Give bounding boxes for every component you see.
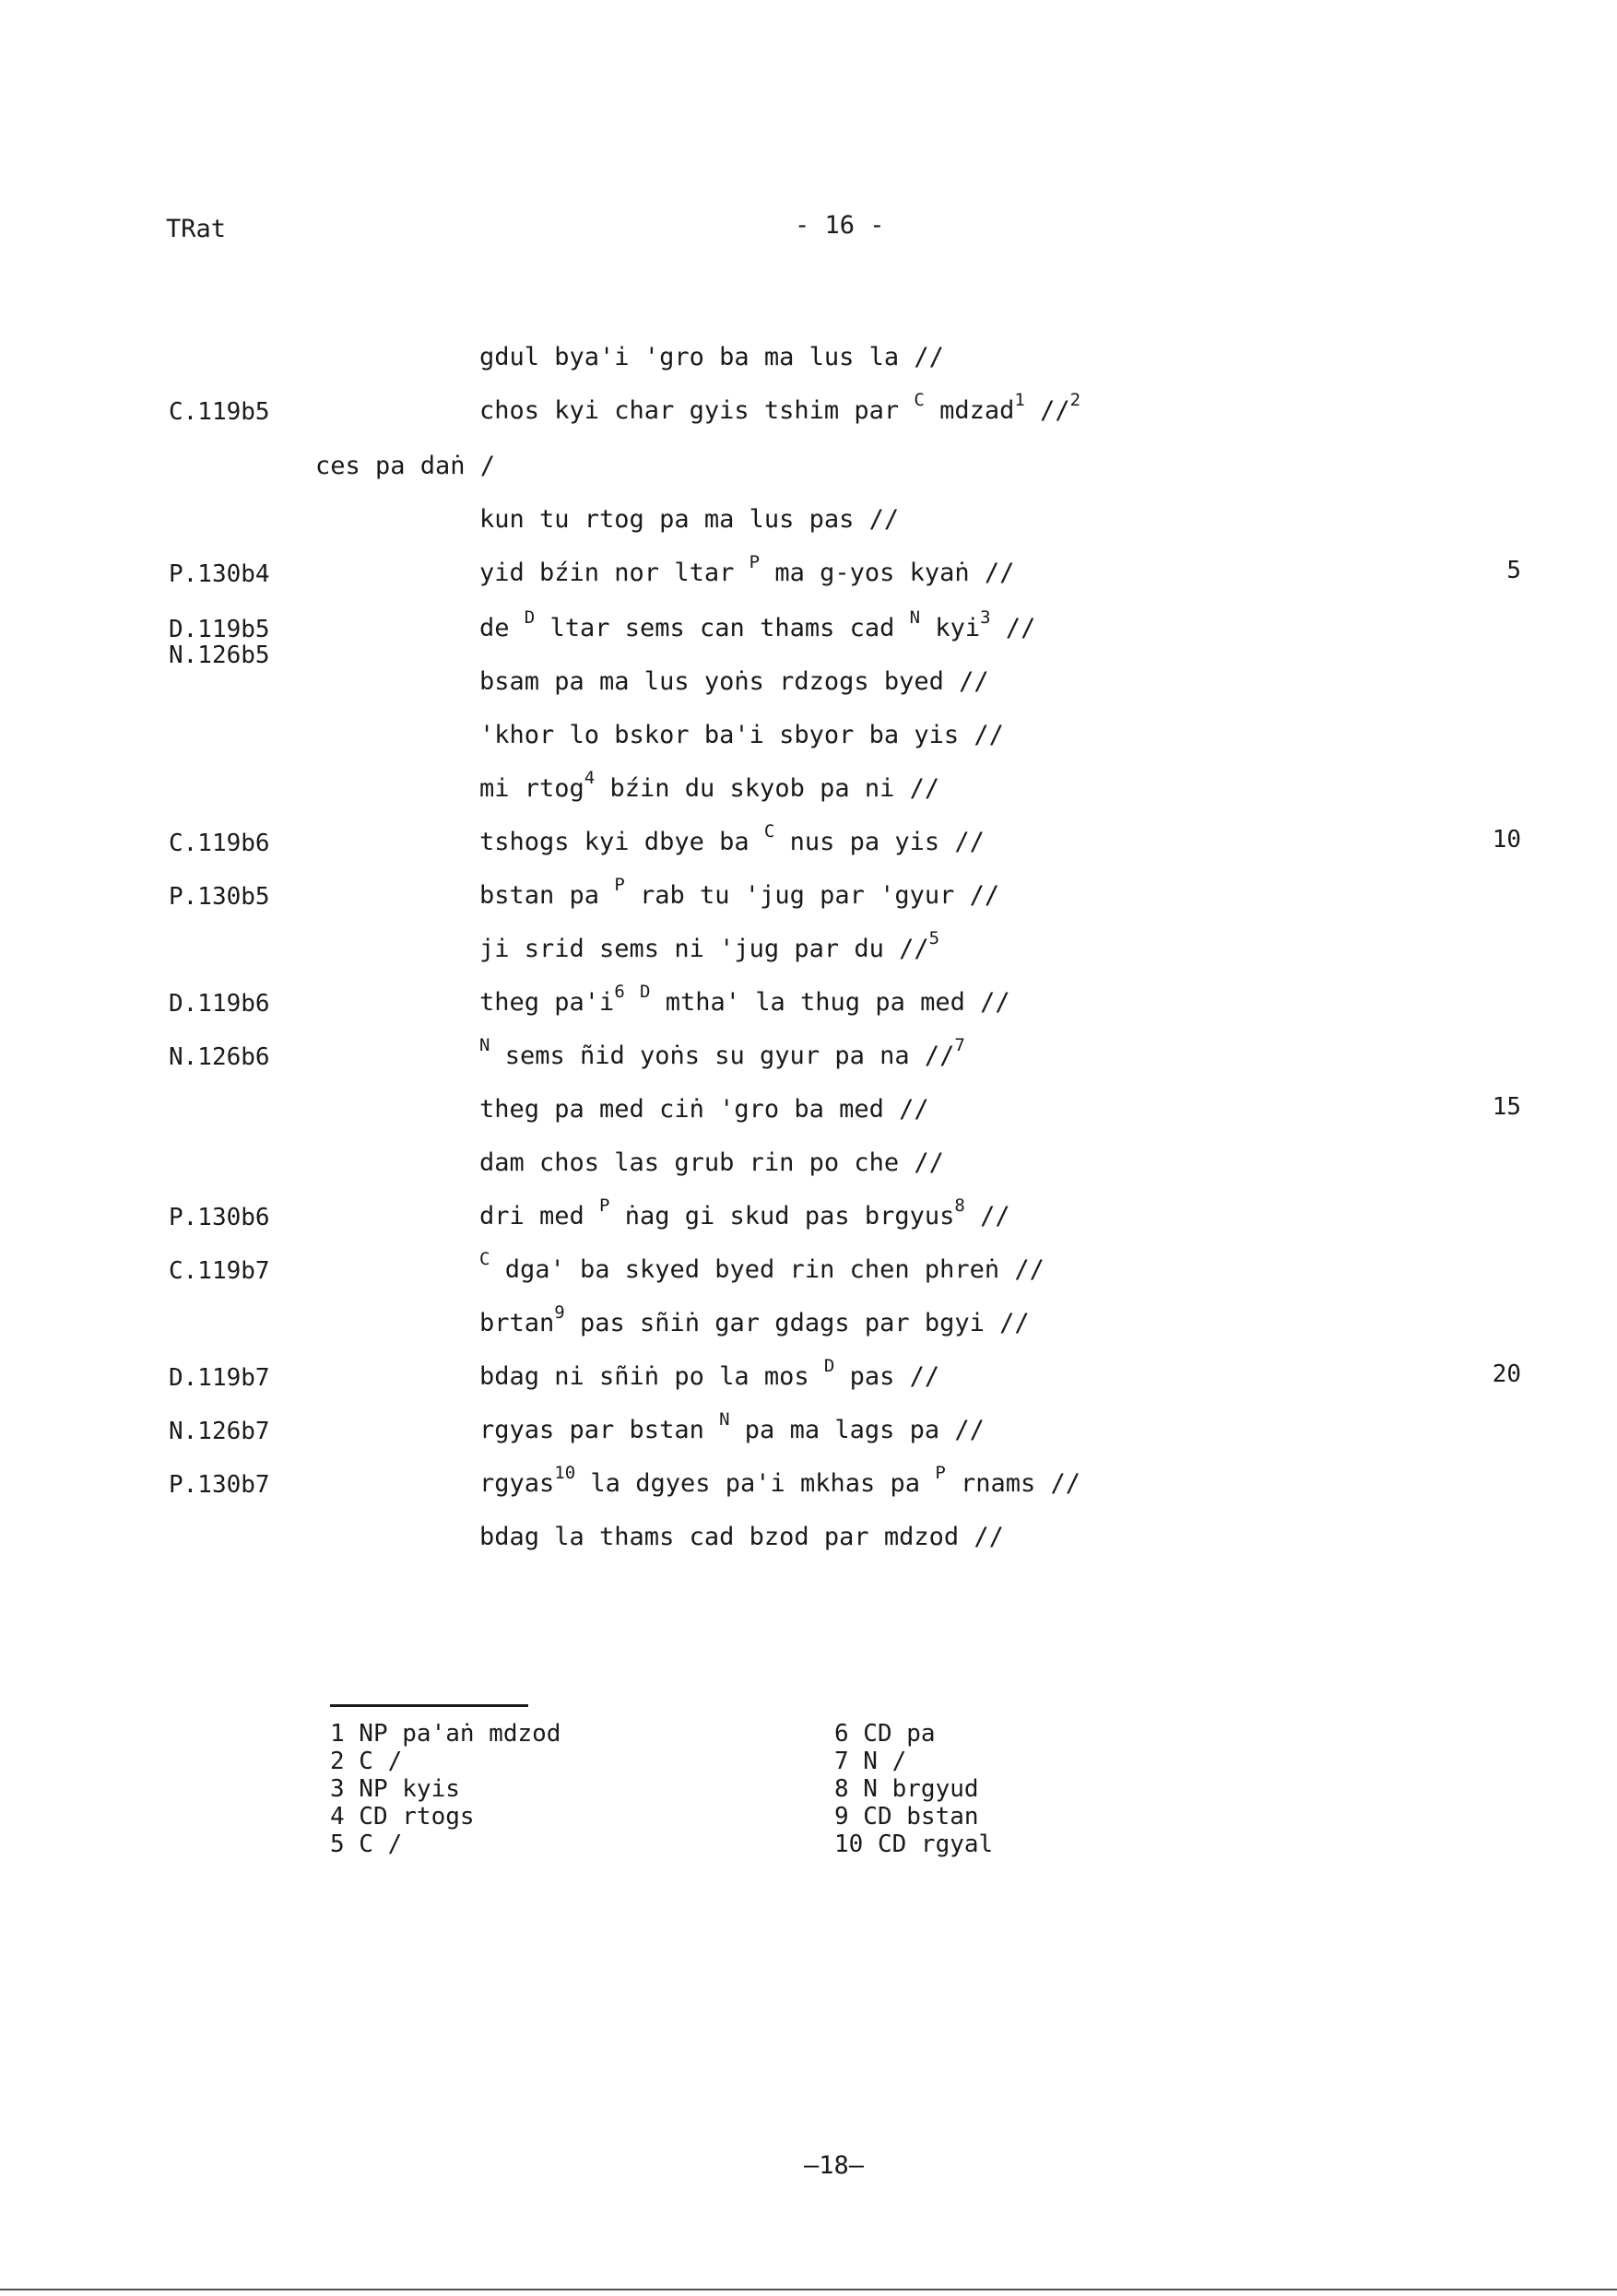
verse-text: dga' ba skyed byed rin chen phreṅ // xyxy=(490,1255,1045,1284)
footnote: 2 C / xyxy=(330,1748,403,1775)
margin-reference: P.130b7 xyxy=(169,1471,270,1499)
verse-line xyxy=(479,505,899,534)
verse-text: ma g-yos kyaṅ // xyxy=(760,559,1015,587)
superscript-mark: 3 xyxy=(980,607,991,628)
verse-line xyxy=(479,1035,965,1070)
verse-text: pas // xyxy=(834,1362,940,1391)
verse-line xyxy=(479,928,940,963)
verse-text: ces pa daṅ / xyxy=(315,452,496,480)
superscript-mark: D xyxy=(823,1356,835,1376)
verse-text: gdul bya'i 'gro ba ma lus la // xyxy=(479,343,944,371)
verse-text: bstan pa xyxy=(479,881,615,910)
verse-text: // xyxy=(990,614,1036,642)
margin-reference: D.119b5 xyxy=(169,616,270,643)
margin-reference: P.130b6 xyxy=(169,1204,270,1231)
line-number: 10 xyxy=(1492,826,1521,854)
margin-reference: D.119b6 xyxy=(169,990,270,1018)
verse-text: la dgyes pa'i mkhas pa xyxy=(575,1469,936,1498)
verse-text: // xyxy=(964,1202,1010,1230)
verse-line xyxy=(479,821,985,856)
verse-text: chos kyi char gyis tshim par xyxy=(479,396,915,425)
verse-text: mtha' la thug pa med // xyxy=(650,988,1010,1017)
superscript-mark: N xyxy=(719,1409,730,1430)
footnote-rule xyxy=(330,1704,528,1707)
margin-reference: N.126b7 xyxy=(169,1418,270,1445)
verse-text: // xyxy=(1024,396,1070,425)
verse-text: de xyxy=(479,614,525,642)
verse-line xyxy=(479,1409,985,1444)
superscript-mark: 9 xyxy=(554,1302,565,1323)
line-number: 5 xyxy=(1506,557,1521,584)
footnote: 9 CD bstan xyxy=(834,1803,979,1831)
verse-line xyxy=(315,452,495,480)
verse-text: brtan xyxy=(479,1309,555,1337)
line-number: 15 xyxy=(1492,1093,1521,1121)
verse-text: bdag la thams cad bzod par mdzod // xyxy=(479,1523,1004,1551)
verse-line xyxy=(479,875,1000,910)
verse-text: nus pa yis // xyxy=(774,828,985,856)
verse-text: dam chos las grub rin po che // xyxy=(479,1148,944,1177)
footnote: 8 N brgyud xyxy=(834,1775,979,1803)
footnote: 7 N / xyxy=(834,1748,907,1775)
footnote: 6 CD pa xyxy=(834,1720,936,1748)
margin-reference: C.119b5 xyxy=(169,398,270,426)
verse-line xyxy=(479,1148,944,1177)
verse-text: pas sñiṅ gar gdags par bgyi // xyxy=(564,1309,1030,1337)
superscript-mark: D xyxy=(524,607,536,628)
verse-line xyxy=(479,552,1015,587)
superscript-mark: P xyxy=(935,1463,946,1483)
superscript-mark: 10 xyxy=(554,1463,576,1483)
superscript-mark: C xyxy=(479,1249,490,1269)
superscript-mark: 5 xyxy=(928,928,940,948)
scan-edge-line xyxy=(0,2289,1617,2290)
superscript-mark: P xyxy=(614,875,625,895)
margin-reference: P.130b5 xyxy=(169,883,270,911)
verse-line xyxy=(479,1195,1010,1230)
footnotes-right xyxy=(834,1720,993,1858)
margin-reference: C.119b7 xyxy=(169,1257,270,1285)
superscript-mark: C xyxy=(763,821,775,842)
verse-text: bsam pa ma lus yoṅs rdzogs byed // xyxy=(479,667,989,696)
verse-line xyxy=(479,982,1010,1017)
verse-text: rab tu 'jug par 'gyur // xyxy=(624,881,1000,910)
verse-line xyxy=(479,1095,929,1124)
verse-line xyxy=(479,390,1081,425)
superscript-mark: 8 xyxy=(954,1195,965,1216)
superscript-mark: 2 xyxy=(1069,390,1081,410)
footnote: 5 C / xyxy=(330,1831,403,1858)
verse-text: kyi xyxy=(920,614,981,642)
footnote: 4 CD rtogs xyxy=(330,1803,475,1831)
superscript-mark: P xyxy=(599,1195,610,1216)
margin-reference: P.130b4 xyxy=(169,560,270,588)
running-header: TRat xyxy=(166,215,227,243)
verse-text: rgyas par bstan xyxy=(479,1416,720,1444)
superscript-mark: 6 xyxy=(614,982,625,1002)
margin-reference: D.119b7 xyxy=(169,1364,270,1392)
superscript-mark: 1 xyxy=(1014,390,1025,410)
verse-text: theg pa med ciṅ 'gro ba med // xyxy=(479,1095,929,1124)
verse-line xyxy=(479,1356,940,1391)
margin-reference: N.126b6 xyxy=(169,1043,270,1071)
verse-line xyxy=(479,343,944,371)
superscript-mark: D xyxy=(640,982,651,1002)
footnotes-left xyxy=(330,1720,561,1858)
superscript-mark: N xyxy=(479,1035,490,1055)
verse-text: dri med xyxy=(479,1202,600,1230)
superscript-mark: 4 xyxy=(584,768,596,788)
verse-line xyxy=(479,1523,1004,1551)
footnote: 10 CD rgyal xyxy=(834,1831,994,1858)
verse-text: pa ma lags pa // xyxy=(729,1416,985,1444)
margin-reference: C.119b6 xyxy=(169,830,270,857)
verse-text: mi rtog xyxy=(479,774,584,803)
superscript-mark: 7 xyxy=(954,1035,965,1055)
footnote: 3 NP kyis xyxy=(330,1775,460,1803)
verse-text: rnams // xyxy=(945,1469,1081,1498)
verse-text: 'khor lo bskor ba'i sbyor ba yis // xyxy=(479,721,1004,749)
verse-text: ltar sems can thams cad xyxy=(535,614,910,642)
verse-text: kun tu rtog pa ma lus pas // xyxy=(479,505,900,534)
verse-text: mdzad xyxy=(924,396,1015,425)
verse-line xyxy=(479,721,1004,749)
verse-text: tshogs kyi dbye ba xyxy=(479,828,764,856)
verse-text: sems ñid yoṅs su gyur pa na // xyxy=(490,1042,955,1070)
verse-text: bdag ni sñiṅ po la mos xyxy=(479,1362,824,1391)
verse-line xyxy=(479,607,1036,642)
verse-text: ṅag gi skud pas brgyus xyxy=(609,1202,955,1230)
verse-line xyxy=(479,1302,1030,1337)
verse-text: yid bźin nor ltar xyxy=(479,559,749,587)
verse-text: theg pa'i xyxy=(479,988,615,1017)
verse-text xyxy=(625,988,640,1017)
verse-line xyxy=(479,1249,1045,1284)
verse-line xyxy=(479,1463,1081,1498)
verse-text: ji srid sems ni 'jug par du // xyxy=(479,935,929,963)
page-number-top: - 16 - xyxy=(795,211,885,240)
line-number: 20 xyxy=(1492,1360,1521,1388)
footnote: 1 NP pa'aṅ mdzod xyxy=(330,1720,561,1748)
verse-text: rgyas xyxy=(479,1469,555,1498)
verse-text: bźin du skyob pa ni // xyxy=(595,774,940,803)
page-number-bottom: —18— xyxy=(804,2151,865,2180)
superscript-mark: C xyxy=(914,390,925,410)
margin-reference: N.126b5 xyxy=(169,642,270,669)
superscript-mark: N xyxy=(909,607,921,628)
superscript-mark: P xyxy=(749,552,761,572)
verse-line xyxy=(479,768,940,803)
verse-line xyxy=(479,667,989,696)
